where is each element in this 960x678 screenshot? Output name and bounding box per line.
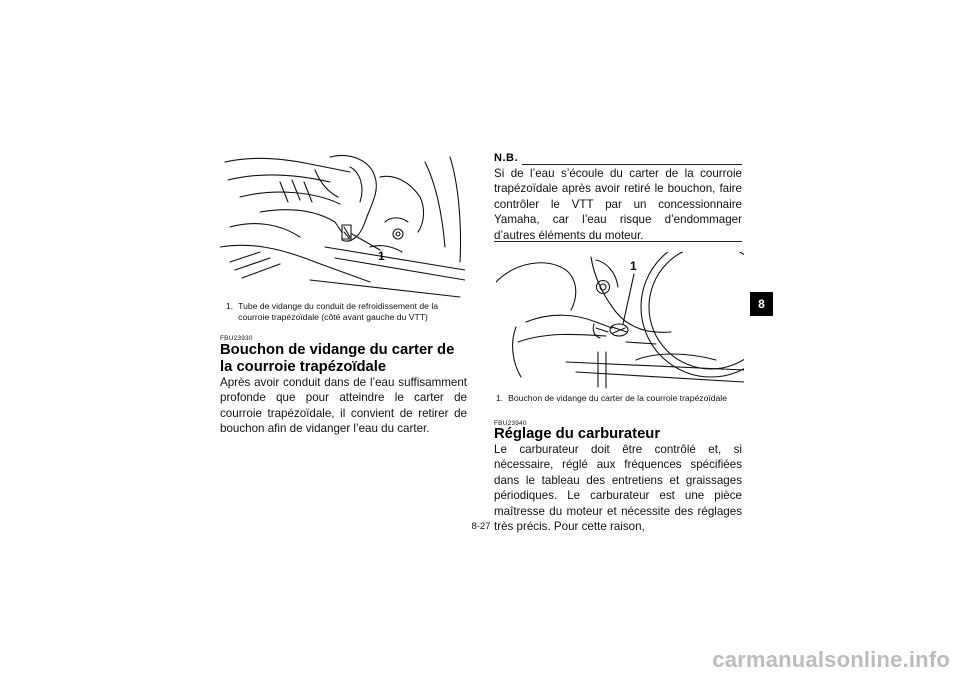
section-title: Réglage du carburateur [494, 426, 661, 442]
caption-text: Tube de vidange du conduit de refroidissement de la courroie trapézoïdale (côté avant gauche du VTT) [238, 301, 439, 322]
note-top-rule [522, 164, 742, 165]
chapter-tab: 8 [750, 292, 773, 316]
caption-number: 1. [496, 393, 504, 403]
figure2-caption [496, 393, 744, 404]
note-bottom-rule [494, 241, 742, 242]
page-number: 8-27 [471, 521, 491, 532]
section-code: FBU23940 [494, 420, 527, 427]
section-code: FBU23930 [220, 335, 253, 342]
figure-cooling-duct-drain-tube [220, 152, 465, 300]
drain-plug-illustration [496, 252, 744, 390]
figure2-callout: 1 [630, 259, 637, 273]
note-text: Si de l’eau s’écoule du carter de la courroie trapézoïdale après avoir retiré le bouchon, faire contrôler le VTT par un concessionnaire Yamaha, car l’eau risque d’endommager d’autres éléments du moteur. [494, 167, 742, 242]
caption-number: 1. [226, 301, 234, 311]
drain-tube-illustration [220, 152, 465, 300]
section-body: Le carburateur doit être contrôlé et, si nécessaire, réglé aux fréquences spécifiées dans le tableau des entretiens et graissages périodiques. Le carburateur est une pièce maîtresse du moteur et nécessite des réglages très précis. Pour cette raison, [494, 443, 742, 534]
section-title: Bouchon de vidange du carter de la courroie trapézoïdale [220, 342, 455, 375]
figure1-caption [226, 301, 466, 323]
note-label: N.B. [494, 152, 518, 164]
watermark-text: carmanualsonline.info [712, 647, 950, 672]
caption-text: Bouchon de vidange du carter de la courroie trapézoïdale [508, 393, 727, 403]
section-body: Après avoir conduit dans de l’eau suffisamment profonde que pour atteindre le carter de courroie trapézoïdale, il convient de retirer de bouchon afin de vidanger l’eau du carter. [220, 376, 467, 436]
figure1-callout: 1 [378, 249, 385, 263]
figure-belt-case-drain-plug [496, 252, 744, 390]
